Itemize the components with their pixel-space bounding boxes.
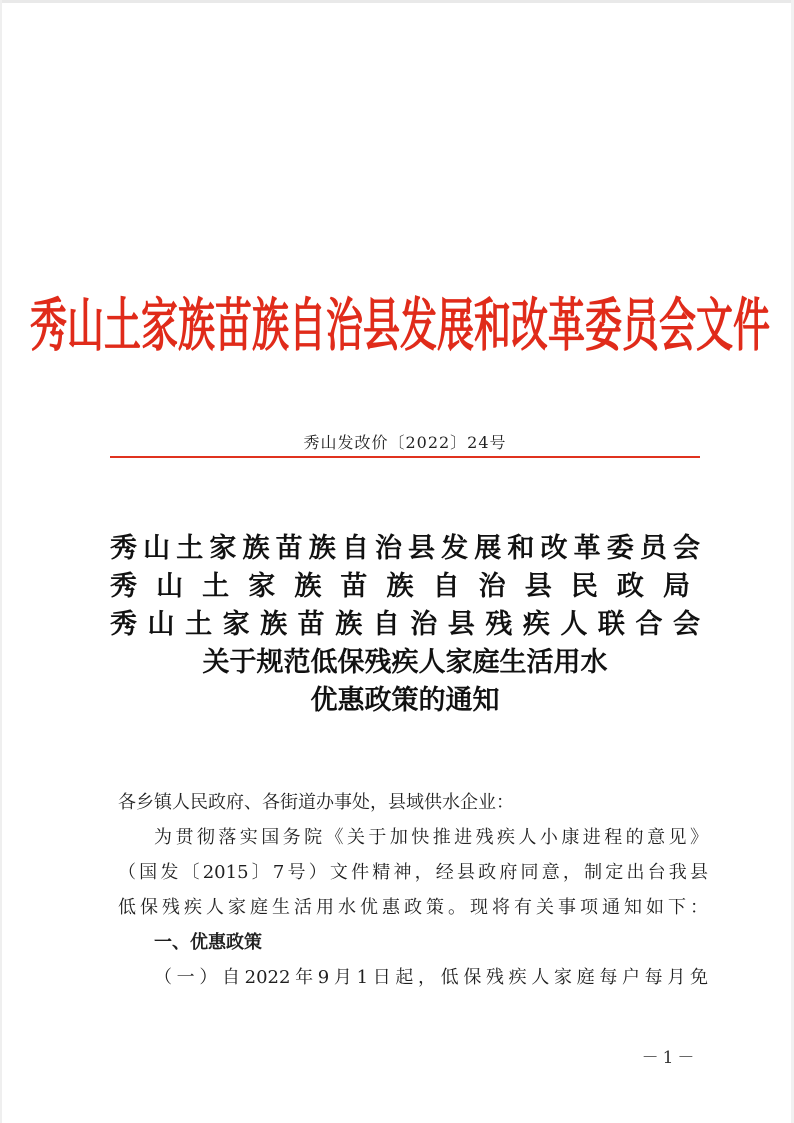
- title-subject-line-1: 关于规范低保残疾人家庭生活用水: [202, 647, 608, 678]
- page-edge-left: [0, 0, 2, 1123]
- page-edge-top: [0, 0, 794, 3]
- title-issuer-2: 秀山土家族苗族自治县民政局: [110, 571, 700, 602]
- title-subject-line-2: 优惠政策的通知: [310, 685, 500, 716]
- page-number: －1－: [641, 1048, 699, 1068]
- paragraph-1-line-1: 为贯彻落实国务院《关于加快推进残疾人小康进程的意见》: [154, 827, 708, 848]
- document-masthead: 秀山土家族苗族自治县发展和改革委员会文件: [30, 292, 770, 359]
- document-title: [110, 530, 700, 720]
- section-heading-1: 一、优惠政策: [154, 932, 262, 953]
- document-body: [118, 785, 708, 995]
- title-issuer-3: 秀山土家族苗族自治县残疾人联合会: [110, 609, 700, 640]
- item-1-line-1: （一）自2022年9月1日起，低保残疾人家庭每户每月免: [154, 967, 708, 988]
- salutation: 各乡镇人民政府、各街道办事处，县域供水企业：: [118, 792, 514, 813]
- red-separator-line: [110, 456, 700, 458]
- paragraph-1-line-3: 低保残疾人家庭生活用水优惠政策。现将有关事项通知如下：: [118, 897, 708, 918]
- title-issuer-1: 秀山土家族苗族自治县发展和改革委员会: [110, 533, 700, 564]
- paragraph-1-line-2: （国发〔2015〕7号）文件精神，经县政府同意，制定出台我县: [118, 862, 708, 883]
- document-number: 秀山发改价〔2022〕24号: [303, 433, 507, 452]
